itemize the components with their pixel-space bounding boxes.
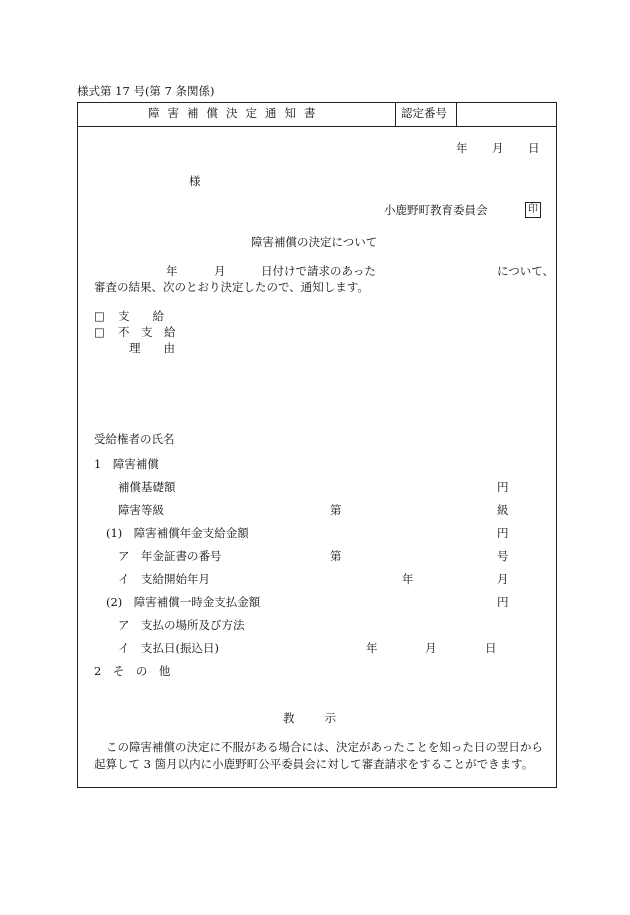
checkbox-pay[interactable]: □ [94, 309, 105, 323]
section-1-heading: 1 障害補償 [94, 457, 159, 471]
reason-label: 理 由 [129, 341, 175, 355]
addressee-suffix: 様 [189, 174, 201, 188]
cert-no-divider [456, 102, 457, 126]
checkbox-nopay[interactable]: □ [94, 325, 105, 339]
pension-cert-no-unit: 号 [497, 549, 509, 563]
notice-line-2: 起算して 3 箇月以内に小鹿野町公平委員会に対して審査請求をすることができます。 [94, 757, 534, 771]
pension-start-year: 年 [402, 572, 414, 586]
grade-label: 障害等級 [118, 503, 164, 517]
date-month-label: 月 [492, 141, 504, 155]
cert-no-label: 認定番号 [401, 106, 447, 120]
title-divider [395, 102, 396, 126]
header-divider [77, 126, 557, 127]
payment-method-label: ア 支払の場所及び方法 [118, 618, 245, 632]
intro-year-label: 年 [166, 264, 178, 278]
lump-sum-unit: 円 [497, 595, 509, 609]
option-pay-label: 支 給 [118, 309, 164, 323]
base-amount-unit: 円 [497, 480, 509, 494]
recipient-name-label: 受給権者の氏名 [94, 432, 175, 446]
pension-start-label: イ 支給開始年月 [118, 572, 210, 586]
payment-date-label: イ 支払日(振込日) [118, 641, 219, 655]
seal-mark: 印 [525, 202, 541, 218]
pension-start-month: 月 [497, 572, 509, 586]
intro-month-label: 月 [214, 264, 226, 278]
kyoji-heading: 教示 [283, 711, 366, 725]
cert-no-field[interactable] [462, 108, 550, 122]
base-amount-label: 補償基礎額 [118, 480, 176, 494]
document-title: 障害補償決定通知書 [148, 106, 324, 120]
form-number: 様式第 17 号(第 7 条関係) [77, 84, 215, 98]
section-2-heading: 2 そ の 他 [94, 664, 171, 678]
date-year-label: 年 [456, 141, 468, 155]
issuer-name: 小鹿野町教育委員会 [384, 203, 488, 217]
item-1-pension-amount: (1) 障害補償年金支給金額 [106, 526, 249, 540]
grade-unit: 級 [497, 503, 509, 517]
date-day-label: 日 [528, 141, 540, 155]
subject-title: 障害補償の決定について [251, 235, 378, 249]
intro-end-text: について、 [497, 264, 555, 278]
pension-amount-unit: 円 [497, 526, 509, 540]
intro-line-2: 審査の結果、次のとおり決定したので、通知します。 [94, 280, 369, 294]
payment-date-year: 年 [366, 641, 378, 655]
option-nopay-label: 不 支 給 [118, 325, 176, 339]
pension-cert-no-label: ア 年金証書の番号 [118, 549, 222, 563]
pension-cert-no-prefix: 第 [330, 549, 342, 563]
payment-date-month: 月 [425, 641, 437, 655]
notice-line-1: この障害補償の決定に不服がある場合には、決定があったことを知った日の翌日から [106, 740, 543, 754]
intro-middle-text: 日付けで請求のあった [261, 264, 376, 278]
item-2-lump-sum: (2) 障害補償一時金支払金額 [106, 595, 261, 609]
grade-prefix: 第 [330, 503, 342, 517]
payment-date-day: 日 [485, 641, 497, 655]
